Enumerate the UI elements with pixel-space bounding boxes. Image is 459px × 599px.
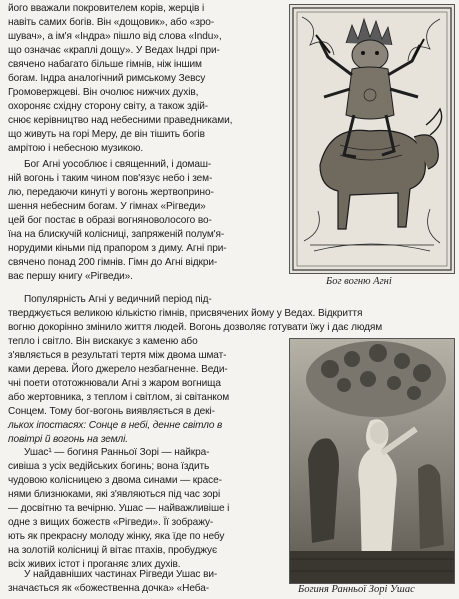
text-line: його вважали покровителем корів, жерців і	[8, 3, 205, 14]
agni-illustration	[289, 4, 455, 274]
text-line: ками дерева. Його джерело незбагненне. Веди-	[8, 364, 228, 375]
text-line: або жертовника, з теплом і світлом, зі світанком	[8, 392, 230, 403]
text-line: богам. Індра аналогічний римському Зевсу	[8, 73, 206, 84]
paragraph-ushas-rigveda	[8, 568, 282, 596]
text-line: з'являється в результаті тертя між двома шмат-	[8, 350, 227, 361]
paragraph-agni	[8, 158, 282, 284]
text-line: значається як «божественна дочка» «Неба-	[8, 583, 209, 594]
text-line: цей бог постає в образі вогняноволосого во-	[8, 215, 212, 226]
text-line: Бог Агні уособлює і священний, і домаш-	[24, 159, 212, 170]
text-line: снює керівництво над небесними праведниками,	[8, 115, 233, 126]
paragraph-indra	[8, 2, 282, 156]
text-line: Громовержцеві. Він очолює нижчих духів,	[8, 87, 199, 98]
text-line: лькох іпостасях: Сонце в небі, денне світло в	[8, 420, 223, 431]
text-line: що живуть на горі Меру, де він тішить богів	[8, 129, 205, 140]
text-line: лю, передаючи кинуті у вогонь жертвоприно-	[8, 187, 214, 198]
text-line: норудими кіньми під прапором з диму. Агні при-	[8, 243, 227, 254]
agni-caption: Бог вогню Агні	[326, 276, 392, 287]
text-line: Ушас¹ — богиня Ранньої Зорі — найкра-	[24, 447, 210, 458]
text-line: — досвітню та вечірню. Ушас — найважливіше і	[8, 503, 230, 514]
ushas-caption: Богиня Ранньої Зорі Ушас	[298, 584, 415, 595]
text-line: свячено набагато більше гімнів, ніж іншим	[8, 59, 202, 70]
text-line: навіть самих богів. Він «дощовик», або «зро-	[8, 17, 215, 28]
text-line: тепло і світло. Він вискакує з каменю або	[8, 336, 198, 347]
text-line: тверджується великою кількістю гімнів, присвячених йому у Ведах. Відкриття	[8, 308, 363, 319]
text-line: вогню докорінно змінило життя людей. Вогонь дозволяє готувати їжу і дає людям	[8, 322, 383, 333]
ushas-sculpture	[290, 339, 454, 583]
paragraph-ushas	[8, 446, 282, 572]
text-line: повітрі й вогонь на землі.	[8, 434, 128, 445]
text-line: чудовою колісницею з двома синами — красе-	[8, 475, 222, 486]
text-line: У найдавніших частинах Рігведи Ушас ви-	[24, 569, 218, 580]
text-line: сивіша з усіх ведійських богинь; вона їздить	[8, 461, 210, 472]
text-line: на золотій колісниці й вітає птахів, пробуджує	[8, 545, 218, 556]
text-line: охороняє східну сторону світу, а також здій-	[8, 101, 209, 112]
text-line: чні поети ототожнювали Агні з жаром вогнища	[8, 378, 221, 389]
text-line: ній вогонь і таким чином пов'язує небо і зем-	[8, 173, 213, 184]
text-line: Сонцем. Тому бог-вогонь виявляється в декі-	[8, 406, 215, 417]
text-line: шення небесним богам. У гімнах «Рігведи»	[8, 201, 206, 212]
text-line: їна на блискучій колісниці, запряженій полум'я-	[8, 229, 225, 240]
text-line: ває першу книгу «Рігведи».	[8, 271, 133, 282]
text-line: всіх живих істот і проганяє злих духів.	[8, 559, 181, 570]
text-line: що означає «краплі дощу». У Ведах Індрі при-	[8, 45, 220, 56]
ushas-photo	[289, 338, 455, 584]
text-line: амрітою і небесною музикою.	[8, 143, 144, 154]
text-line: одне з вищих божеств «Рігведи». Її зображу-	[8, 517, 214, 528]
text-line: ють як прекрасну молоду жінку, яка їде по небу	[8, 531, 225, 542]
text-line: нями близнюками, які з'являються під час зорі	[8, 489, 221, 500]
text-line: свячено понад 200 гімнів. Гімн до Агні відкри-	[8, 257, 218, 268]
text-line: шувач», а ім'я «Індра» пішло від слова «Indu»,	[8, 31, 222, 42]
text-line: Популярність Агні у ведичний період під-	[24, 294, 212, 305]
agni-drawing	[290, 5, 454, 273]
